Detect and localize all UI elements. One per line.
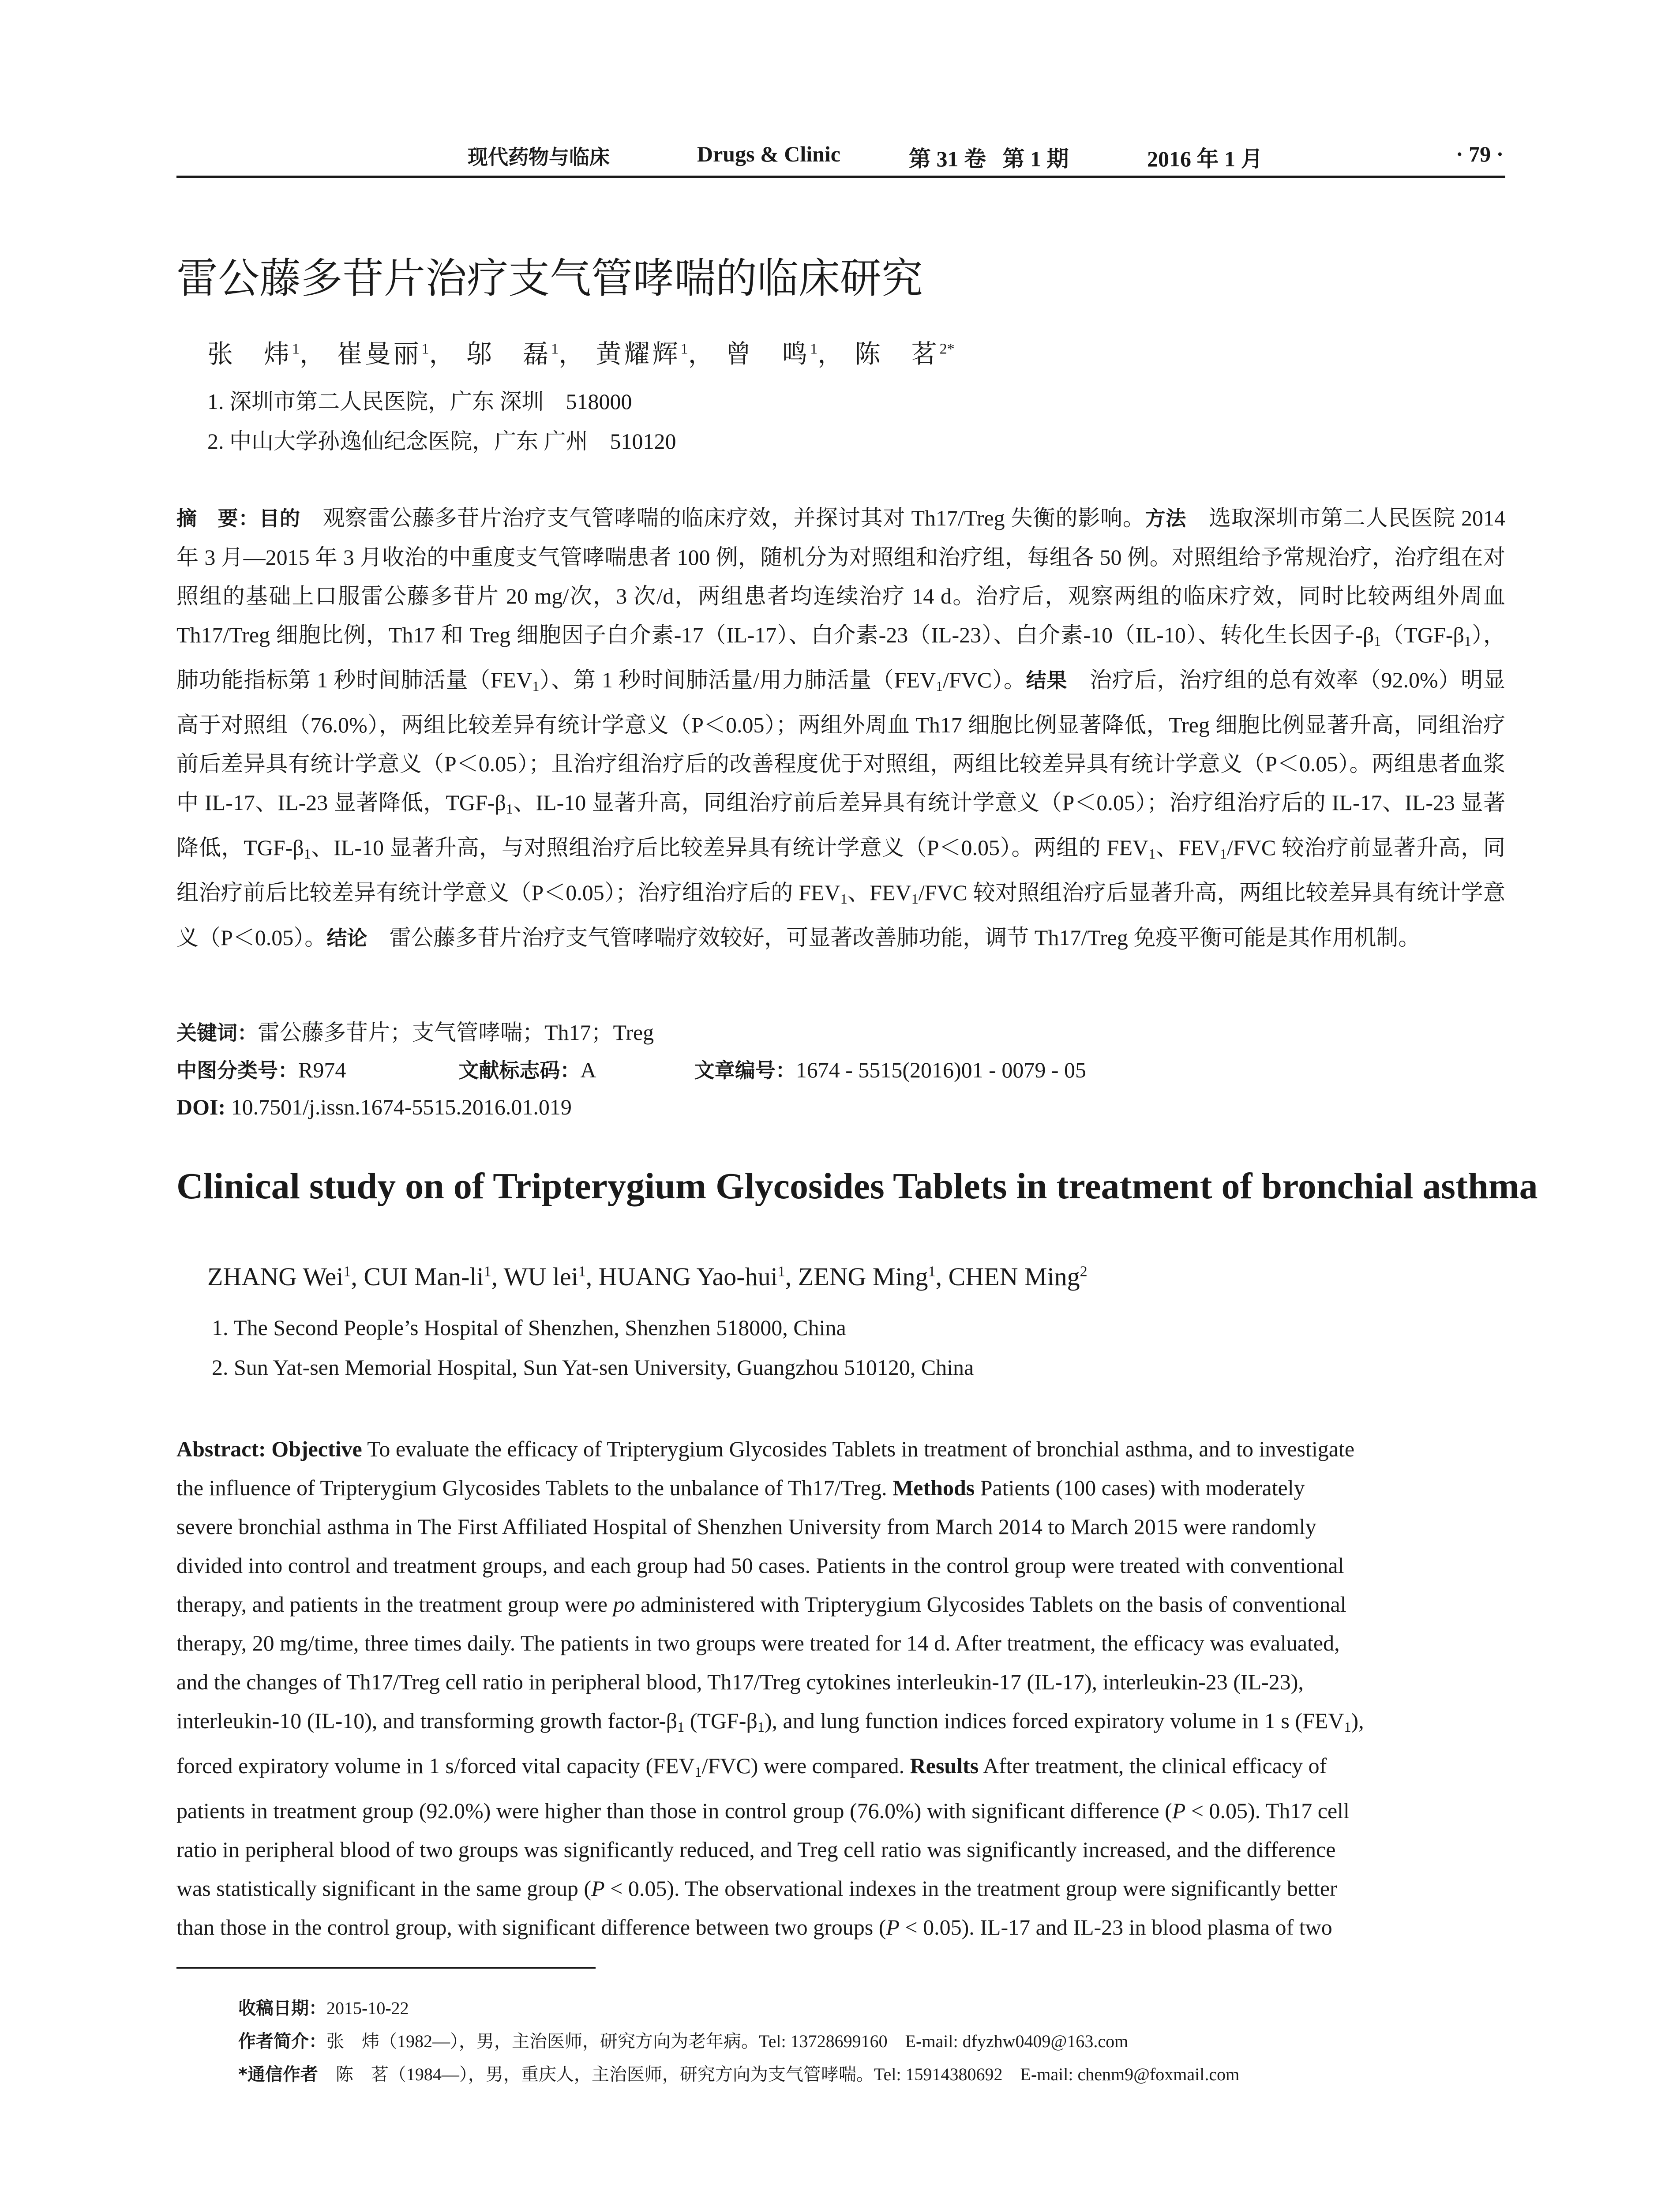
author-name: 曾 鸣 [725,340,810,368]
abstract-line: interleukin-10 (IL-10), and transforming growth factor-$\beta_1$ $(TGF-\beta_1)$, and lung function indices forced expiratory volume in 1 s $(FEV_1)$, [176,1708,1364,1735]
author-name: WU lei [503,1262,578,1291]
footnote-received: 收稿日期：2015-10-22 [238,1998,409,2018]
author-list-en: ZHANG Wei$^1$, CUI Man-$li^1$, WU lei$^1$, HUANG Yao-hui$^1$, ZENG Ming$^1$, CHEN Ming$^2$ [207,1262,1088,1291]
objective-label: 目的 [259,506,300,530]
abstract-line: patients in treatment group (92.0%) were higher than those in control group (76.0%) with significant difference (P < 0.05). Th17 cell [176,1798,1350,1823]
clc-number: R974 [298,1058,346,1082]
footnote-author-bio: 作者简介：张 炜（1982—），男，主治医师，研究方向为老年病。Tel: 13728699160 E-mail: dfyzhw0409@163.com [238,2031,1129,2052]
classification-line: 中图分类号：R974 文献标志码：A 文章编号：1674 - 5515(2016)01 - 0079 - 05 [176,1058,1086,1082]
author-name: ZHANG Wei [207,1262,344,1291]
footnote-rule [176,1967,596,1969]
footnote-corresponding: *通信作者 陈 茗（1984—），男，重庆人，主治医师，研究方向为支气管哮喘。Tel: 15914380692 E-mail: chenm9@foxmail.com [238,2064,1240,2085]
results-label: 结果 [1026,668,1068,692]
author-name: 崔曼丽 [337,340,422,368]
article-number: 1674 - 5515(2016)01 - 0079 - 05 [795,1058,1086,1082]
author-name: 陈 茗 [855,340,940,368]
abstract-line: divided into control and treatment groups, and each group had 50 cases. Patients in the control group were treated with conventional [176,1553,1344,1578]
document-code: A [580,1058,595,1082]
abstract-label: 摘 要： [176,506,259,530]
author-name: HUANG Yao-hui [598,1262,778,1291]
methods-label: 方法 [1145,506,1187,530]
abstract-line: ratio in peripheral blood of two groups was significantly reduced, and Treg cell ratio was significantly increased, and the difference [176,1837,1336,1862]
author-name: ZENG Ming [798,1262,928,1291]
page-number: · 79 · [1456,142,1504,166]
volume-issue: 第 31 卷 第 1 期 [909,146,1069,171]
article-title-en: Clinical study on of Tripterygium Glycosides Tablets in treatment of bronchial asthma [176,1166,1538,1207]
abstract-line: severe bronchial asthma in The First Affiliated Hospital of Shenzhen University from March 2014 to March 2015 were randomly [176,1514,1316,1539]
abstract-line: forced expiratory volume in 1 s/forced vital capacity $(FEV_1/FVC)$ were compared. Results After treatment, the clinical efficacy of [176,1753,1327,1780]
affiliation-en: 2. Sun Yat-sen Memorial Hospital, Sun Yat-sen University, Guangzhou 510120, China [212,1355,974,1380]
affiliation-en: 1. The Second People’s Hospital of Shenzhen, Shenzhen 518000, China [212,1315,846,1340]
doi-value: 10.7501/j.issn.1674-5515.2016.01.019 [231,1095,572,1119]
issue-date: 2016 年 1 月 [1147,146,1263,171]
keywords-cn: 关键词：雷公藤多苷片；支气管哮喘；Th17；Treg [176,1020,654,1045]
abstract-line: therapy, 20 mg/time, three times daily. The patients in two groups were treated for 14 d. After treatment, the efficacy was evaluated, [176,1631,1340,1655]
abstract-en [176,1429,1505,1947]
article-title-cn: 雷公藤多苷片治疗支气管哮喘的临床研究 [176,255,923,303]
author-list-cn: 张 炜$^1$， 崔曼丽$^1$， 邬 磊$^1$， 黄耀辉$^1$， 曾 鸣$^1$， 陈 茗$^{2*}$ [207,340,955,368]
author-name: 黄耀辉 [596,340,681,368]
journal-name-en: Drugs & Clinic [697,142,840,166]
author-name: 邬 磊 [466,340,551,368]
abstract-line: the influence of Tripterygium Glycosides Tablets to the unbalance of Th17/Treg. Methods Patients (100 cases) with moderately [176,1475,1305,1500]
affiliation-cn: 1. 深圳市第二人民医院，广东 深圳 518000 [207,389,632,414]
author-name: 张 炜 [207,340,292,368]
running-header [176,141,1505,176]
abstract-line: Abstract: Objective To evaluate the efficacy of Tripterygium Glycosides Tablets in treatment of bronchial asthma, and to investigate [176,1437,1355,1461]
abstract-line: than those in the control group, with significant difference between two groups (P < 0.05). IL-17 and IL-23 in blood plasma of two [176,1915,1332,1940]
abstract-line: was statistically significant in the same group (P < 0.05). The observational indexes in the treatment group were significantly better [176,1876,1337,1901]
abstract-line: therapy, and patients in the treatment group were po administered with Tripterygium Glycosides Tablets on the basis of conventional [176,1592,1346,1617]
abstract-cn: 摘 要：目的 观察雷公藤多苷片治疗支气管哮喘的临床疗效，并探讨其对 Th17/Treg 失衡的影响。方法 选取深圳市第二人民医院 2014 年 3 月—2015 年 3 月收治的中重度支气管哮喘患者 100 例，随机分为对照组和治疗组，每组各 50 例。对照组给予常规治疗，治疗组在对照组的基础上口服雷公藤多苷片 20 mg/次，3 次/d，两组患者均连续治疗 14 d。治疗后，观察两组的临床疗效，同时比较两组外周血 Th17/Treg 细胞比例，Th17 和 Treg 细胞因子白介素-17（IL-17）、白介素-23（IL-23）、白介素-10（IL-10）、转化生长因子$-\beta_1(TGF-\beta_1)$，肺功能指标第 1 秒时间肺活量$(FEV_1)$、第 1 秒时间肺活量/用力肺活量$(FEV_1/FVC)$。结果 治疗后，治疗组的总有效率（92.0%）明显高于对照组（76.0%），两组比较差异有统计学意义（P＜0.05）；两组外周血 Th17 细胞比例显著降低，Treg 细胞比例显著升高，同组治疗前后差异具有统计学意义（P＜0.05）；且治疗组治疗后的改善程度优于对照组，两组比较差异具有统计学意义（P＜0.05）。两组患者血浆中 IL-17、IL-23 显著降低，TGF-$\beta_1$、IL-10 显著升高，同组治疗前后差异具有统计学意义（P＜0.05）；治疗组治疗后的 IL-17、IL-23 显著降低，TGF-$\beta_1$、IL-10 显著升高，与对照组治疗后比较差异具有统计学意义（P＜0.05）。两组的 $FEV_1$、$FEV_1$/FVC 较治疗前显著升高，同组治疗前后比较差异有统计学意义（P＜0.05）；治疗组治疗后的 $FEV_1$、$FEV_1$/FVC 较对照组治疗后显著升高，两组比较差异具有统计学意义（P＜0.05）。结论 雷公藤多苷片治疗支气管哮喘疗效较好，可显著改善肺功能，调节 Th17/Treg 免疫平衡可能是其作用机制。 [176,506,1506,950]
author-name: CHEN Ming [948,1262,1080,1291]
abstract-line: and the changes of Th17/Treg cell ratio in peripheral blood, Th17/Treg cytokines interleukin-17 (IL-17), interleukin-23 (IL-23), [176,1670,1304,1694]
author-name: CUI Man-li [364,1262,484,1291]
conclusion-label: 结论 [326,926,368,950]
affiliation-cn: 2. 中山大学孙逸仙纪念医院，广东 广州 510120 [207,429,676,454]
header-rule [176,176,1505,178]
journal-name-cn: 现代药物与临床 [468,145,610,169]
doi-line: DOI: 10.7501/j.issn.1674-5515.2016.01.019 [176,1095,572,1119]
